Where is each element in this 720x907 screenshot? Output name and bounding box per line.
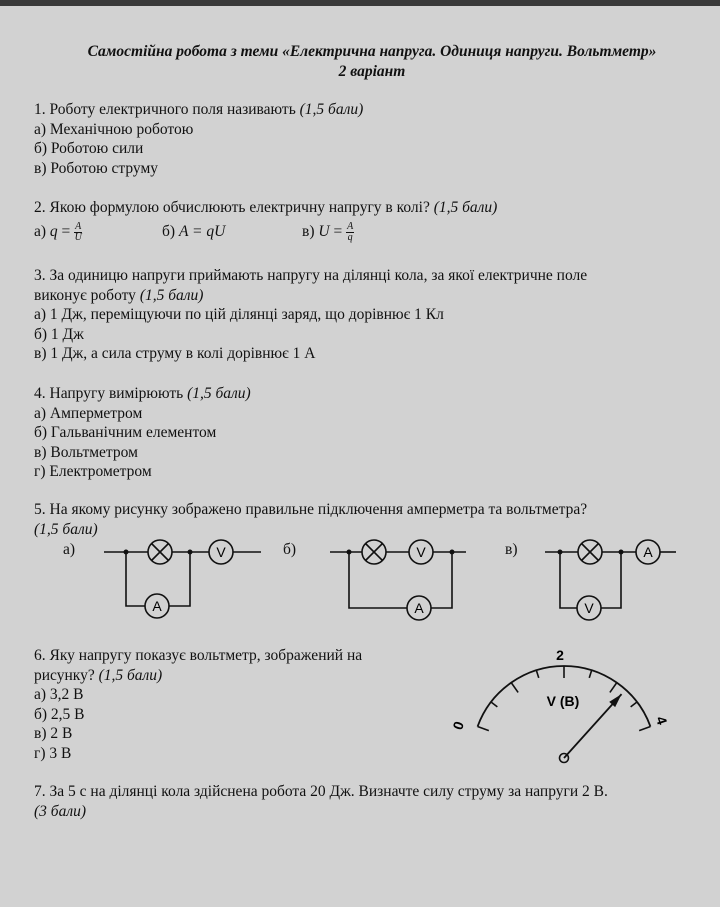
question-6-option-d: г) 3 В	[34, 744, 72, 762]
circuit-b-top-meter-label: V	[416, 544, 426, 560]
question-6-text-2: рисунку?	[34, 666, 95, 684]
question-5-text: 5. На якому рисунку зображено правильне підключення амперметра та вольтметра?	[34, 501, 588, 518]
question-1-option-a: а) Механічною роботою	[34, 120, 194, 138]
question-4-option-a: а) Амперметром	[34, 404, 143, 422]
question-5-points: (1,5 бали)	[34, 520, 98, 538]
gauge-tick	[610, 683, 617, 693]
circuit-c-bottom-meter-label: V	[584, 600, 594, 616]
question-2-text: 2. Якою формулою обчислюють електричну напругу в колі?	[34, 199, 430, 216]
question-1-text: 1. Роботу електричного поля називають	[34, 101, 296, 118]
gauge-min-label: 0	[449, 719, 468, 732]
fraction: $\frac{A}{U}$	[74, 220, 82, 243]
gauge-tick	[639, 727, 650, 731]
question-3-option-c: в) 1 Дж, а сила струму в колі дорівнює 1 А	[34, 345, 316, 362]
gauge-tick	[589, 670, 591, 678]
question-2-points: (1,5 бали)	[433, 199, 498, 216]
circuit-b-label: б)	[283, 541, 297, 558]
circuit-c-top-meter-label: A	[643, 544, 653, 560]
question-6-option-b: б) 2,5 В	[34, 705, 85, 723]
gauge-tick	[478, 727, 489, 731]
question-3-points: (1,5 бали)	[139, 286, 204, 304]
gauge-tick	[536, 670, 538, 678]
wire	[169, 552, 190, 606]
circuit-a-label: а)	[63, 541, 76, 558]
question-2-option-a: а) q = $\frac{A}{U}$	[34, 220, 82, 243]
question-1-option-c: в) Роботою струму	[34, 159, 159, 177]
wire	[349, 552, 407, 608]
title-line-2: 2 варіант	[338, 63, 406, 80]
circuit-c-label: в)	[505, 541, 518, 558]
gauge-tick	[511, 683, 518, 693]
question-3-option-a: а) 1 Дж, переміщуючи по цій ділянці заряд, що дорівнює 1 Кл	[34, 306, 444, 323]
question-6-option-a: а) 3,2 В	[34, 686, 84, 703]
question-4-option-c: в) Вольтметром	[34, 443, 138, 461]
voltmeter-gauge	[449, 647, 670, 763]
wire	[560, 552, 577, 608]
question-1-option-b: б) Роботою сили	[34, 140, 144, 157]
question-3-option-b: б) 1 Дж	[34, 325, 84, 343]
circuit-a-top-meter-label: V	[216, 544, 226, 560]
gauge-tick	[631, 702, 637, 707]
question-4-option-d: г) Електрометром	[34, 463, 152, 480]
question-4-text: 4. Напругу вимірюють	[34, 385, 184, 402]
fraction: $\frac{A}{q}$	[347, 220, 354, 243]
circuit-b-bottom-meter-label: A	[414, 600, 424, 616]
question-7-text: 7. За 5 с на ділянці кола здійснена робота 20 Дж. Визначте силу струму за напруги 2 В.	[34, 783, 608, 800]
question-2-option-c: в) U = $\frac{A}{q}$	[302, 220, 354, 243]
question-3-text-1: 3. За одиницю напруги приймають напругу на ділянці кола, за якої електричне поле	[34, 267, 588, 284]
wire	[601, 552, 621, 608]
question-7	[34, 782, 608, 821]
gauge-unit-label: V (B)	[546, 693, 580, 709]
wire	[431, 552, 452, 608]
gauge-max-label: 4	[652, 714, 671, 727]
question-7-points: (3 бали)	[34, 802, 87, 820]
question-6-text-1: 6. Яку напругу показує вольтметр, зображений на	[34, 647, 363, 664]
question-3-text-2: виконує роботу	[34, 286, 136, 304]
question-6	[34, 646, 362, 763]
question-2-option-b: б) A = qU	[162, 222, 226, 240]
question-1-points: (1,5 бали)	[299, 101, 364, 118]
question-4-points: (1,5 бали)	[187, 385, 251, 402]
gauge-tick	[491, 702, 497, 707]
title-line-1: Самостійна робота з теми «Електрична напруга. Одиниця напруги. Вольтметр»	[87, 43, 657, 60]
circuit-a-bottom-meter-label: A	[152, 598, 162, 614]
gauge-mid-label: 2	[556, 647, 564, 663]
wire	[126, 552, 145, 606]
question-6-points: (1,5 бали)	[98, 666, 163, 684]
question-6-option-c: в) 2 В	[34, 725, 73, 742]
circuit-c	[545, 540, 676, 620]
question-4-option-b: б) Гальванічним елементом	[34, 424, 217, 441]
